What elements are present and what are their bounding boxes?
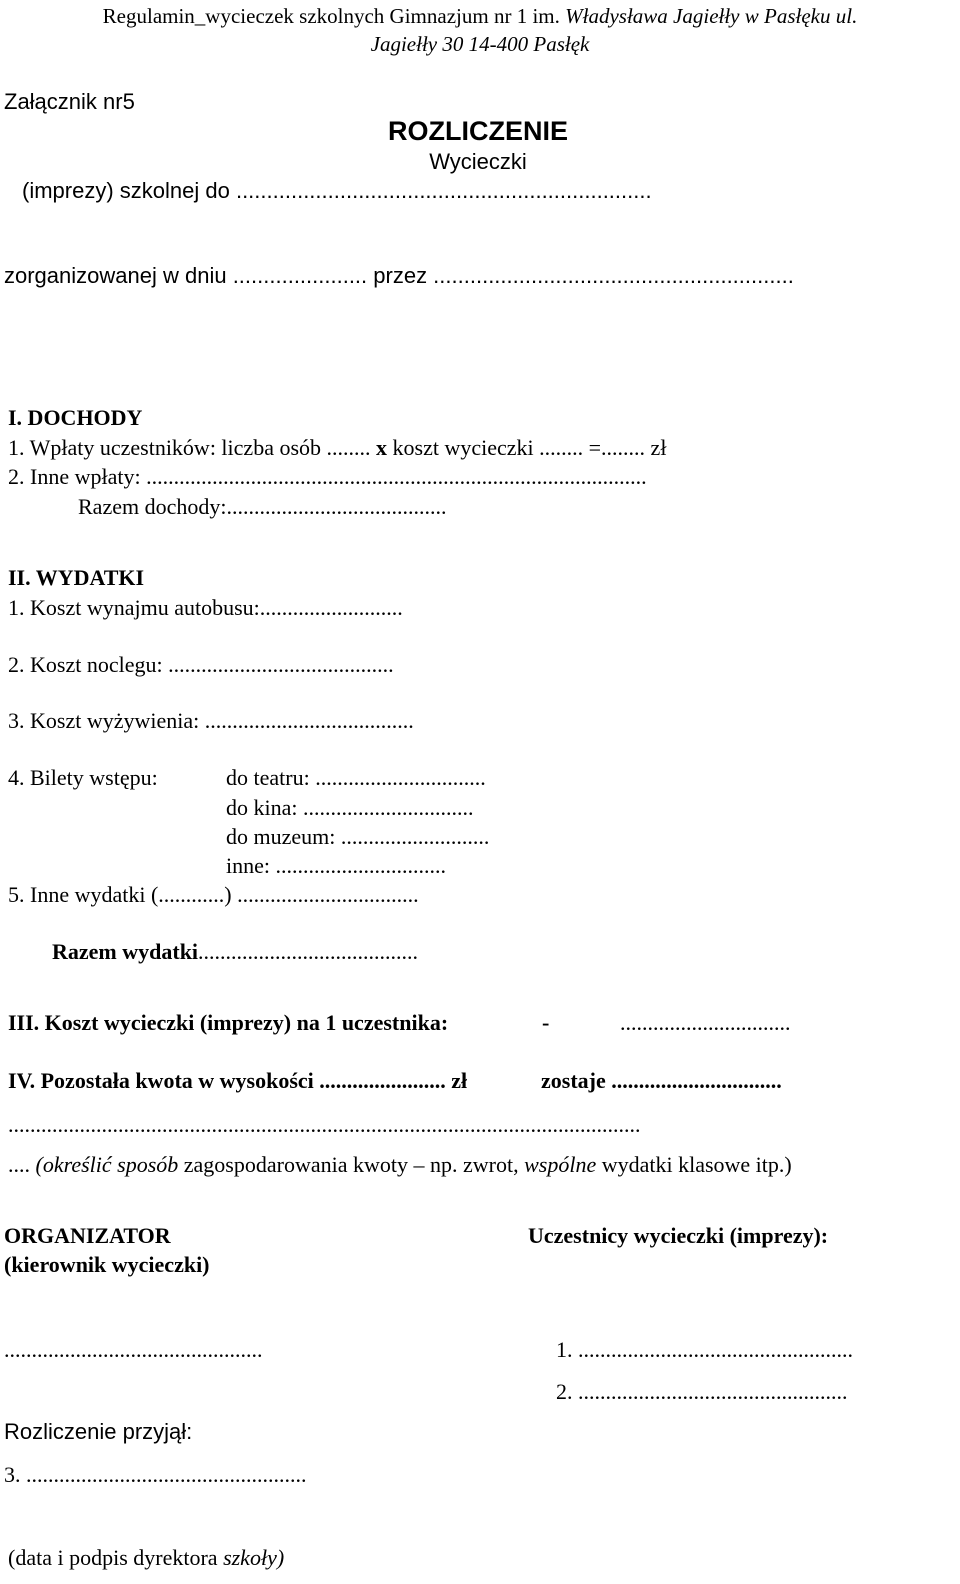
- header-line2: Jagiełły 30 14-400 Pasłęk: [370, 32, 590, 56]
- expense-bus: 1. Koszt wynajmu autobusu:..........................: [8, 595, 403, 620]
- director-text-a: (data i podpis dyrektora: [8, 1545, 218, 1570]
- income-total: Razem dochody:........................................: [78, 494, 447, 519]
- document-title: ROZLICZENIE: [388, 116, 568, 146]
- cost-per-person-label: III. Koszt wycieczki (imprezy) na 1 uczestnika:: [8, 1010, 449, 1035]
- organizer-subheading: (kierownik wycieczki): [4, 1252, 210, 1277]
- organizer-heading: ORGANIZATOR: [4, 1223, 171, 1248]
- expense-food: 3. Koszt wyżywienia: ......................................: [8, 708, 414, 733]
- participant-3: 3. ...................................................: [4, 1462, 307, 1487]
- trip-destination-line: (imprezy) szkolnej do ....................................................................: [22, 178, 652, 203]
- multiply-sign: x: [376, 435, 388, 460]
- note-text-d: wydatki klasowe itp.): [601, 1152, 792, 1177]
- accepted-label: Rozliczenie przyjął:: [4, 1419, 193, 1444]
- note-text-b: zagospodarowania kwoty – np. zwrot,: [183, 1152, 519, 1177]
- remaining-dots-line: ...................................................................................................................: [8, 1112, 641, 1137]
- header-line1-a: Regulamin_wycieczek szkolnych Gimnazjum nr 1 im.: [102, 4, 560, 28]
- header-line1-b: Władysława Jagiełły w Pasłęku ul.: [565, 4, 858, 28]
- participant-2: 2. .................................................: [556, 1379, 848, 1404]
- expense-other: 5. Inne wydatki (............) .................................: [8, 882, 419, 907]
- organizer-signature-line: ...............................................: [4, 1337, 263, 1362]
- income-item-other: 2. Inne wpłaty: ...........................................................................................: [8, 464, 647, 489]
- expenses-total-label: Razem wydatki: [52, 939, 199, 964]
- note-italic-a: (określić sposób: [35, 1152, 179, 1177]
- note-italic-c: wspólne: [524, 1152, 597, 1177]
- director-italic-b: szkoły): [223, 1545, 285, 1570]
- organized-line: zorganizowanej w dniu ...................... przez ...........................................................: [4, 263, 794, 288]
- expense-museum: do muzeum: ...........................: [226, 824, 490, 849]
- expense-other-tickets: inne: ...............................: [226, 853, 446, 878]
- expense-theatre: do teatru: ...............................: [226, 765, 486, 790]
- expense-tickets-label: 4. Bilety wstępu:: [8, 765, 158, 790]
- income-item-participants: [8, 435, 666, 461]
- remaining-note: [8, 1152, 792, 1178]
- remaining-amount: IV. Pozostała kwota w wysokości ....................... zł: [8, 1068, 468, 1093]
- cost-per-person-dots: ...............................: [620, 1010, 791, 1035]
- income-item1-b: koszt wycieczki ........ =........ zł: [392, 435, 667, 460]
- expenses-total: [52, 939, 418, 965]
- participants-heading: Uczestnicy wycieczki (imprezy):: [528, 1223, 829, 1248]
- income-heading: I. DOCHODY: [8, 405, 143, 430]
- attachment-label: Załącznik nr5: [4, 89, 135, 114]
- expense-lodging: 2. Koszt noclegu: .........................................: [8, 652, 394, 677]
- cost-per-person-dash: -: [542, 1010, 550, 1035]
- document-subtitle: Wycieczki: [429, 149, 527, 174]
- expenses-heading: II. WYDATKI: [8, 565, 145, 590]
- remaining-stays: zostaje ...............................: [541, 1068, 782, 1093]
- participant-1: 1. ..................................................: [556, 1337, 853, 1362]
- director-signature-caption: [8, 1545, 284, 1571]
- income-item1-a: 1. Wpłaty uczestników: liczba osób ........: [8, 435, 371, 460]
- note-dots: ....: [8, 1152, 30, 1177]
- expense-cinema: do kina: ...............................: [226, 795, 474, 820]
- expenses-total-dots: ........................................: [198, 939, 419, 964]
- document-header: [0, 2, 960, 30]
